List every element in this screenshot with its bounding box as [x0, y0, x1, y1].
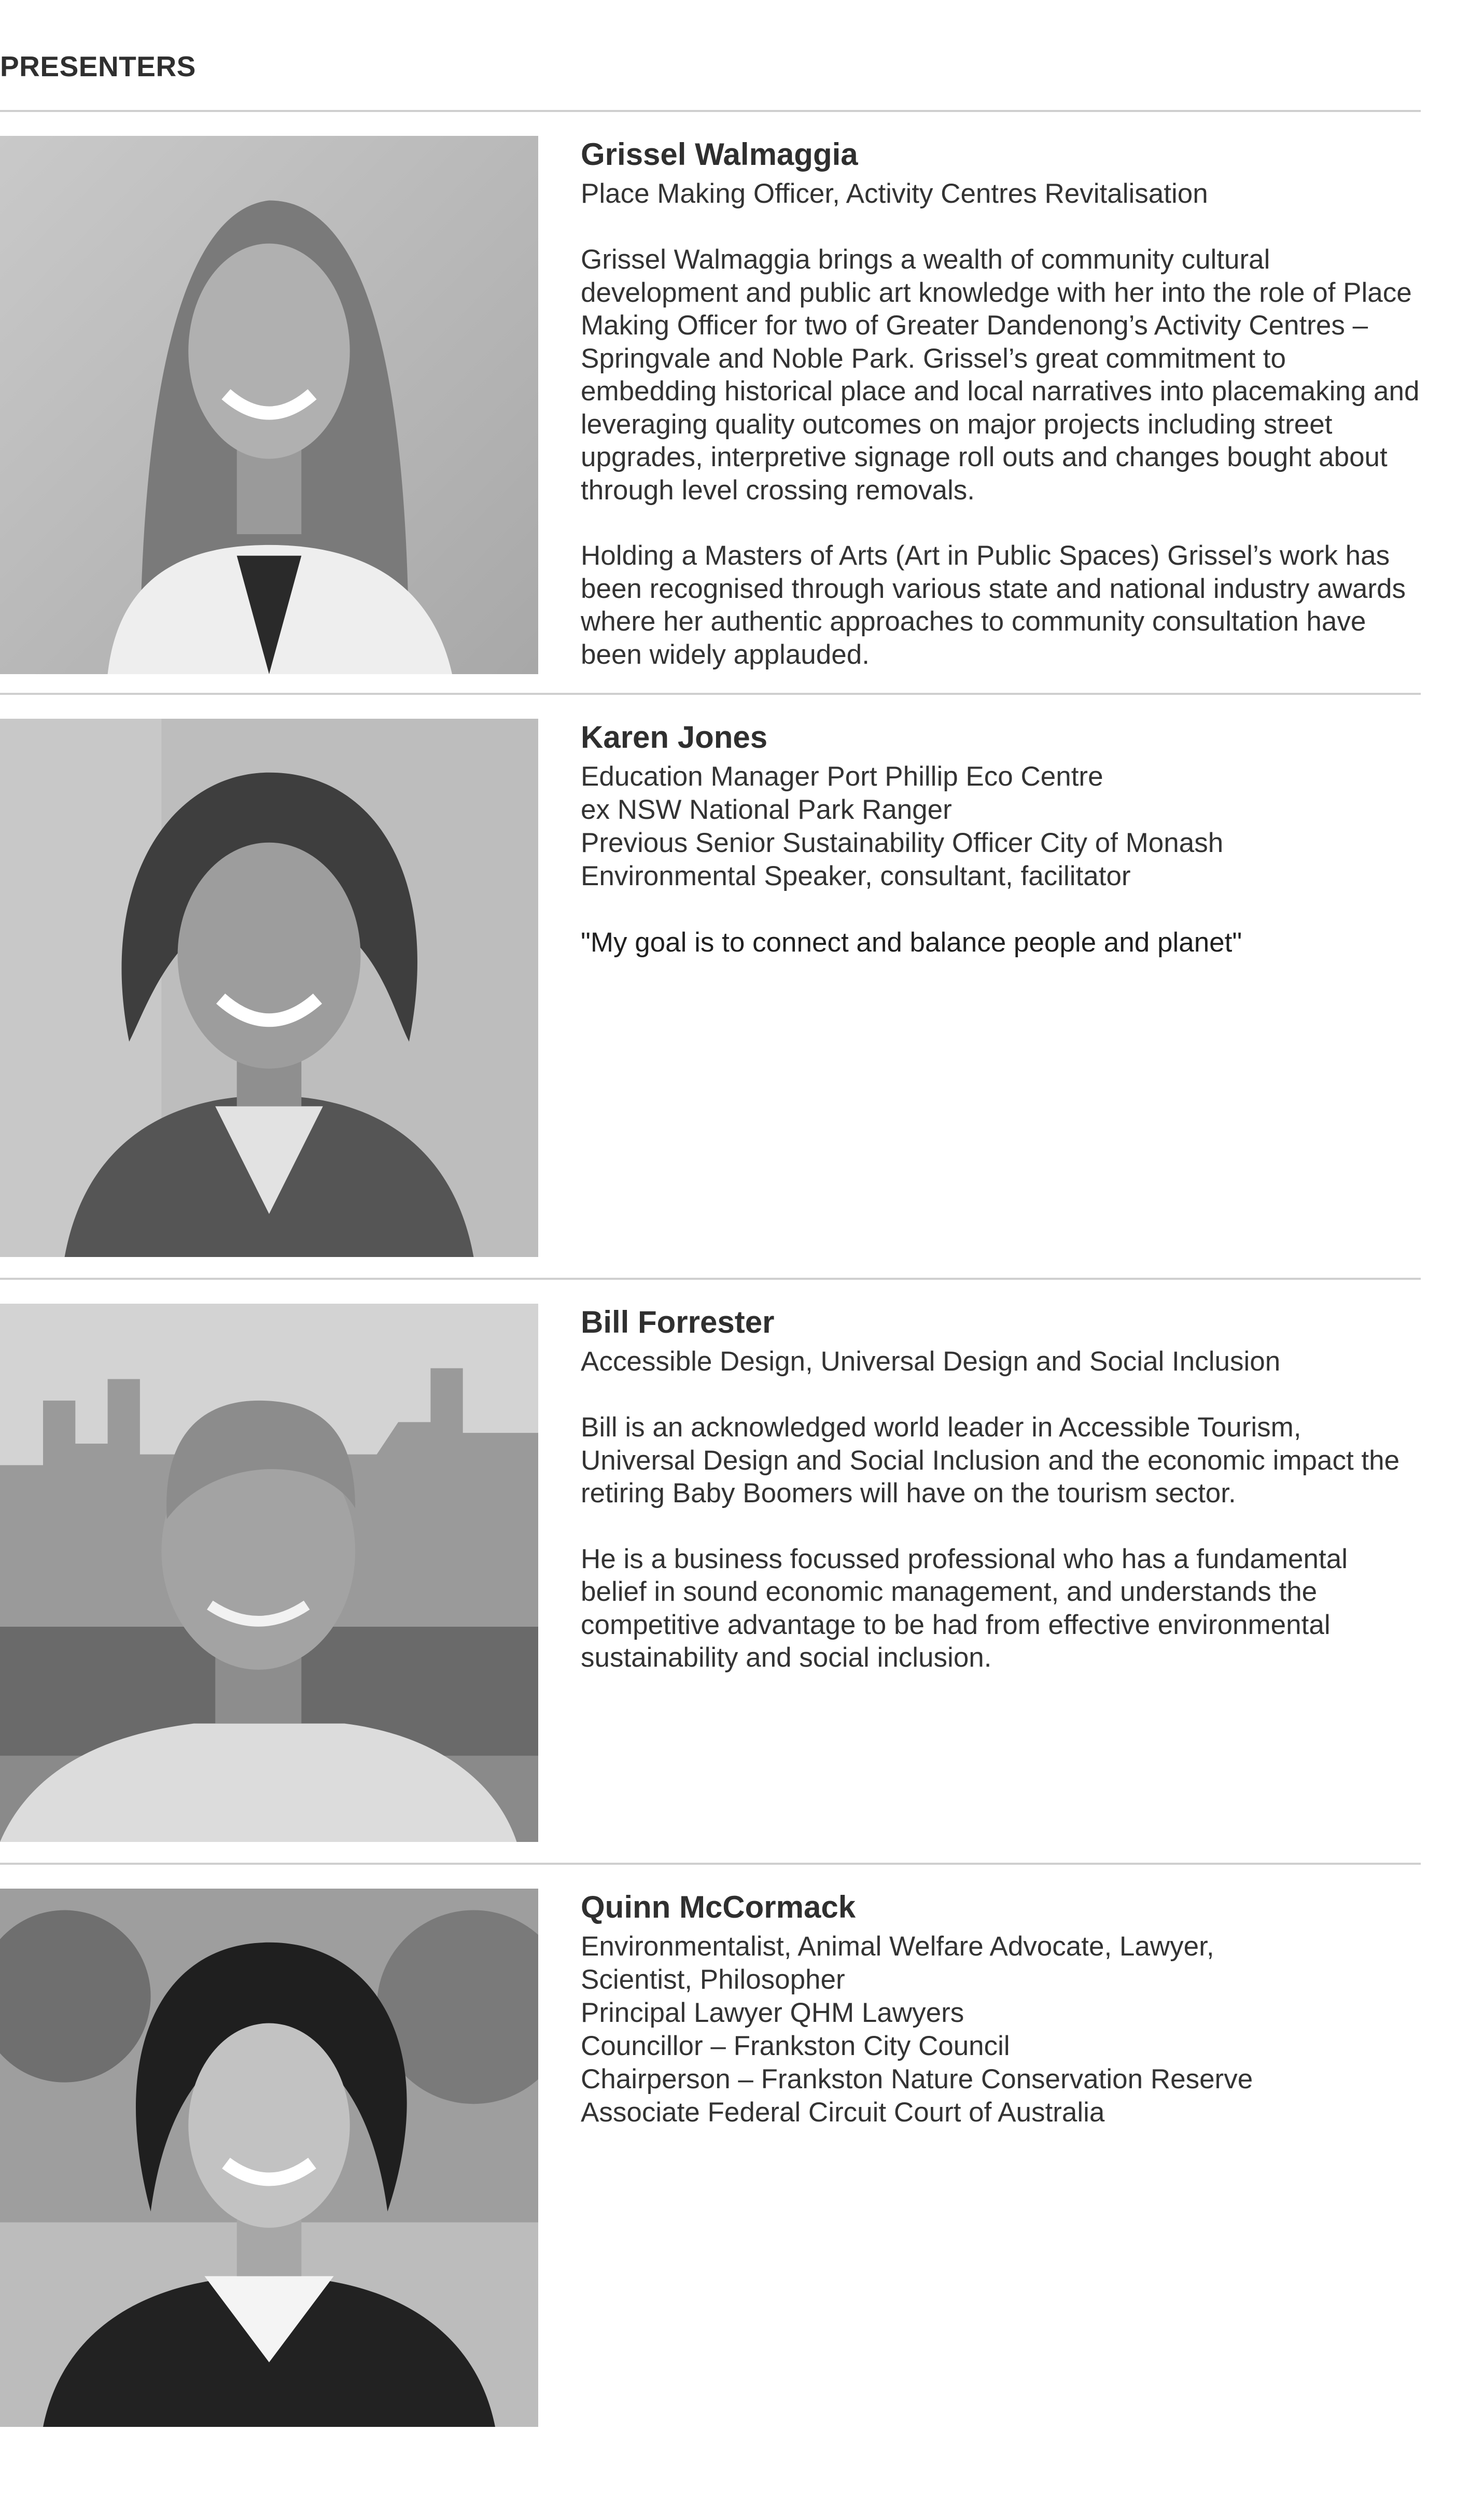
- presenter-photo: [0, 719, 538, 1257]
- presenter-role: Environmentalist, Animal Welfare Advocate, Lawyer,: [581, 1931, 1214, 1962]
- presenter-role: Previous Senior Sustainability Officer City of Monash: [581, 828, 1224, 858]
- section-title: PRESENTERS: [0, 50, 196, 82]
- presenter-role: Principal Lawyer QHM Lawyers: [581, 1998, 964, 2028]
- presenter-bio: Grissel Walmaggia brings a wealth of community cultural development and public art knowledge with her into the role of Place Making Officer for two of Greater Dandenong’s Activity Centres – Springvale and Noble Park. Grissel’s great commitment to embedding historical place and local narratives into placemaking and leveraging quality outcomes on major projects including street upgrades, interpretive signage roll outs and changes bought about through level crossing removals.: [581, 244, 1420, 506]
- presenter-name: Karen Jones: [581, 720, 768, 755]
- presenter-role: Councillor – Frankston City Council: [581, 2031, 1010, 2061]
- presenter-role: Associate Federal Circuit Court of Australia: [581, 2097, 1105, 2128]
- presenter-role: Chairperson – Frankston Nature Conservation Reserve: [581, 2064, 1253, 2094]
- presenter-photo: [0, 1889, 538, 2427]
- divider: [0, 1863, 1421, 1865]
- presenter-photo: [0, 136, 538, 674]
- presenter-name: Bill Forrester: [581, 1305, 775, 1339]
- presenter-role: Environmental Speaker, consultant, facilitator: [581, 861, 1131, 891]
- presenter-bio: Holding a Masters of Arts (Art in Public Spaces) Grissel’s work has been recognised through various state and national industry awards where her authentic approaches to community consultation have been widely applauded.: [581, 540, 1406, 670]
- presenter-role: Place Making Officer, Activity Centres Revitalisation: [581, 178, 1208, 209]
- presenter-name: Grissel Walmaggia: [581, 137, 858, 172]
- presenter-role: ex NSW National Park Ranger: [581, 794, 952, 825]
- presenter-name: Quinn McCormack: [581, 1890, 856, 1924]
- divider: [0, 693, 1421, 695]
- divider: [0, 1278, 1421, 1280]
- presenter-bio: He is a business focussed professional who has a fundamental belief in sound economic management, and understands the competitive advantage to be had from effective environmental sustainability and social inclusion.: [581, 1543, 1348, 1673]
- presenter-quote: "My goal is to connect and balance people and planet": [581, 927, 1242, 958]
- presenter-role: Scientist, Philosopher: [581, 1964, 845, 1995]
- presenter-photo: [0, 1304, 538, 1842]
- presenter-bio: Bill is an acknowledged world leader in Accessible Tourism, Universal Design and Social Inclusion and the economic impact the retiring Baby Boomers will have on the tourism sector.: [581, 1412, 1400, 1509]
- presenter-role: Accessible Design, Universal Design and Social Inclusion: [581, 1346, 1281, 1377]
- presenter-role: Education Manager Port Phillip Eco Centre: [581, 761, 1103, 792]
- divider: [0, 110, 1421, 112]
